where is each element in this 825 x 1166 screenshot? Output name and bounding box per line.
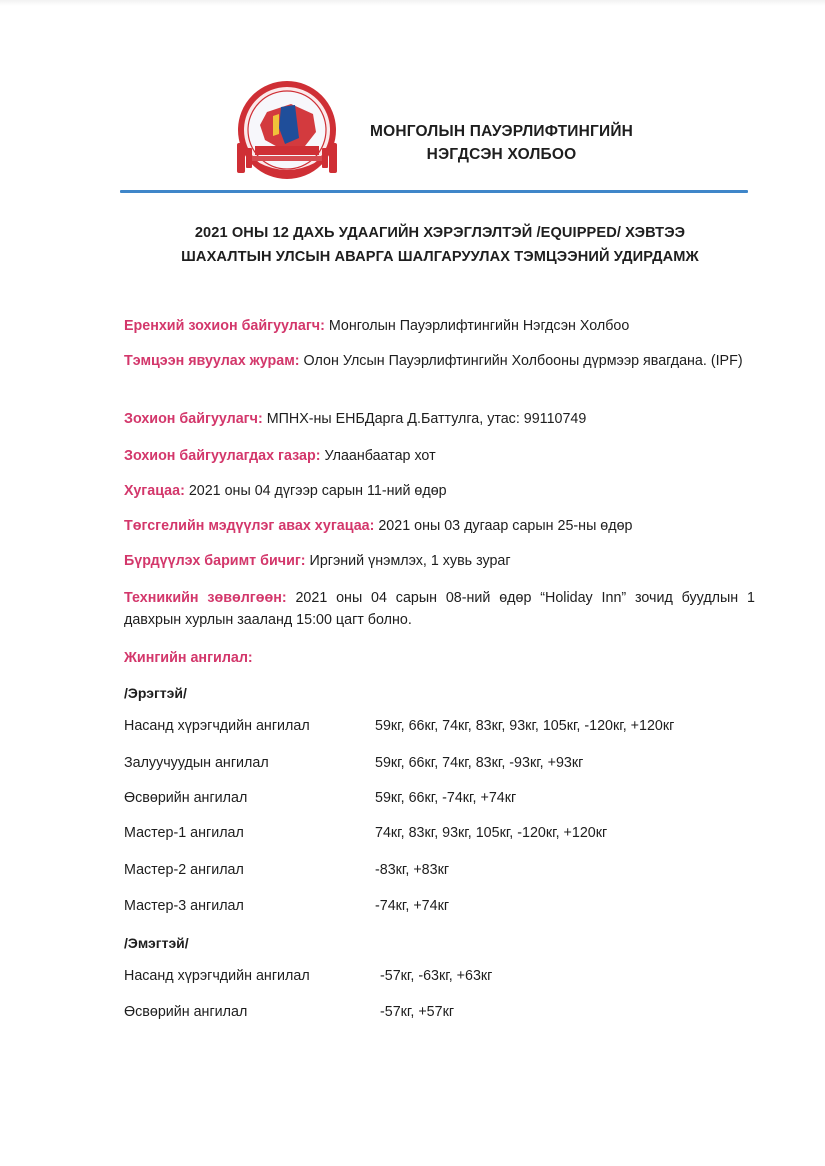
- field-value: 2021 оны 04 дүгээр сарын 11-ний өдөр: [184, 483, 447, 499]
- weight-classes: 74кг, 83кг, 93кг, 105кг, -120кг, +120кг: [375, 825, 608, 841]
- field-label: Зохион байгуулагч:: [124, 411, 263, 427]
- women-heading: /Эмэгтэй/: [124, 935, 189, 951]
- field-value: 2021 оны 04 сарын 08-ний өдөр “Holiday Inn” зочид буудлын 1 давхрын хурлын зааланд 15:00 цагт болно.: [124, 590, 755, 628]
- table-row: [124, 898, 764, 920]
- field-venue: [124, 445, 755, 467]
- weight-classes: 59кг, 66кг, 74кг, 83кг, -93кг, +93кг: [375, 755, 584, 771]
- category-label: Залуучуудын ангилал: [124, 755, 269, 771]
- organization-name-line2: НЭГДСЭН ХОЛБОО: [426, 146, 577, 163]
- category-label: Насанд хүрэгчдийн ангилал: [124, 718, 310, 734]
- field-label: Техникийн зөвөлгөөн:: [124, 590, 287, 606]
- field-general-organizer: [124, 315, 755, 337]
- field-value: Олон Улсын Пауэрлифтингийн Холбооны дүрмээр явагдана. (IPF): [299, 353, 743, 369]
- header-divider: [120, 190, 748, 193]
- table-row: [124, 825, 764, 847]
- field-date: [124, 480, 755, 502]
- field-value: Иргэний үнэмлэх, 1 хувь зураг: [305, 553, 511, 569]
- weight-classes: -57кг, +57кг: [380, 1004, 455, 1020]
- document-title-line1: 2021 ОНЫ 12 ДАХЬ УДААГИЙН ХЭРЭГЛЭЛТЭЙ /EQUIPPED/ ХЭВТЭЭ: [194, 225, 686, 241]
- table-row: [124, 790, 764, 812]
- table-row: [124, 718, 764, 740]
- table-row: [124, 755, 764, 777]
- field-label: Еренхий зохион байгуулагч:: [124, 318, 325, 334]
- field-documents: [124, 550, 755, 572]
- organization-name-line1: МОНГОЛЫН ПАУЭРЛИФТИНГИЙН: [370, 123, 634, 140]
- field-competition-rules: [124, 350, 755, 372]
- field-label: Төгсгелийн мэдүүлэг авах хугацаа:: [124, 518, 375, 534]
- table-row: [124, 968, 764, 990]
- field-value: МПНХ-ны ЕНБДарга Д.Баттулга, утас: 99110749: [262, 411, 587, 427]
- field-value: Монголын Пауэрлифтингийн Нэгдсэн Холбоо: [324, 318, 630, 334]
- weight-classes: -74кг, +74кг: [375, 898, 450, 914]
- document-title: [110, 221, 770, 269]
- category-label: Өсвөрийн ангилал: [124, 1004, 248, 1020]
- category-label: Мастер-1 ангилал: [124, 825, 244, 841]
- field-organizer: [124, 408, 755, 430]
- field-technical-meeting: [124, 587, 755, 631]
- scan-top-edge: [0, 0, 825, 6]
- field-value: 2021 оны 03 дугаар сарын 25-ны өдөр: [374, 518, 633, 534]
- field-label: Бүрдүүлэх баримт бичиг:: [124, 553, 306, 569]
- category-label: Мастер-2 ангилал: [124, 862, 244, 878]
- men-heading: /Эрэгтэй/: [124, 685, 187, 701]
- weight-classes: -57кг, -63кг, +63кг: [380, 968, 493, 984]
- organization-name: [370, 120, 633, 166]
- weight-classes-heading: Жингийн ангилал:: [124, 650, 253, 666]
- field-value: Улаанбаатар хот: [320, 448, 436, 464]
- document-title-line2: ШАХАЛТЫН УЛСЫН АВАРГА ШАЛГАРУУЛАХ ТЭМЦЭЭНИЙ УДИРДАМЖ: [181, 249, 699, 265]
- federation-logo-icon: [233, 80, 341, 186]
- weight-classes: -83кг, +83кг: [375, 862, 450, 878]
- field-final-registration: [124, 515, 755, 537]
- table-row: [124, 1004, 764, 1026]
- weight-classes: 59кг, 66кг, -74кг, +74кг: [375, 790, 517, 806]
- category-label: Өсвөрийн ангилал: [124, 790, 248, 806]
- field-label: Зохион байгуулагдах газар:: [124, 448, 321, 464]
- table-row: [124, 862, 764, 884]
- category-label: Мастер-3 ангилал: [124, 898, 244, 914]
- weight-classes: 59кг, 66кг, 74кг, 83кг, 93кг, 105кг, -120кг, +120кг: [375, 718, 675, 734]
- field-label: Тэмцээн явуулах журам:: [124, 353, 300, 369]
- category-label: Насанд хүрэгчдийн ангилал: [124, 968, 310, 984]
- field-label: Хугацаа:: [124, 483, 185, 499]
